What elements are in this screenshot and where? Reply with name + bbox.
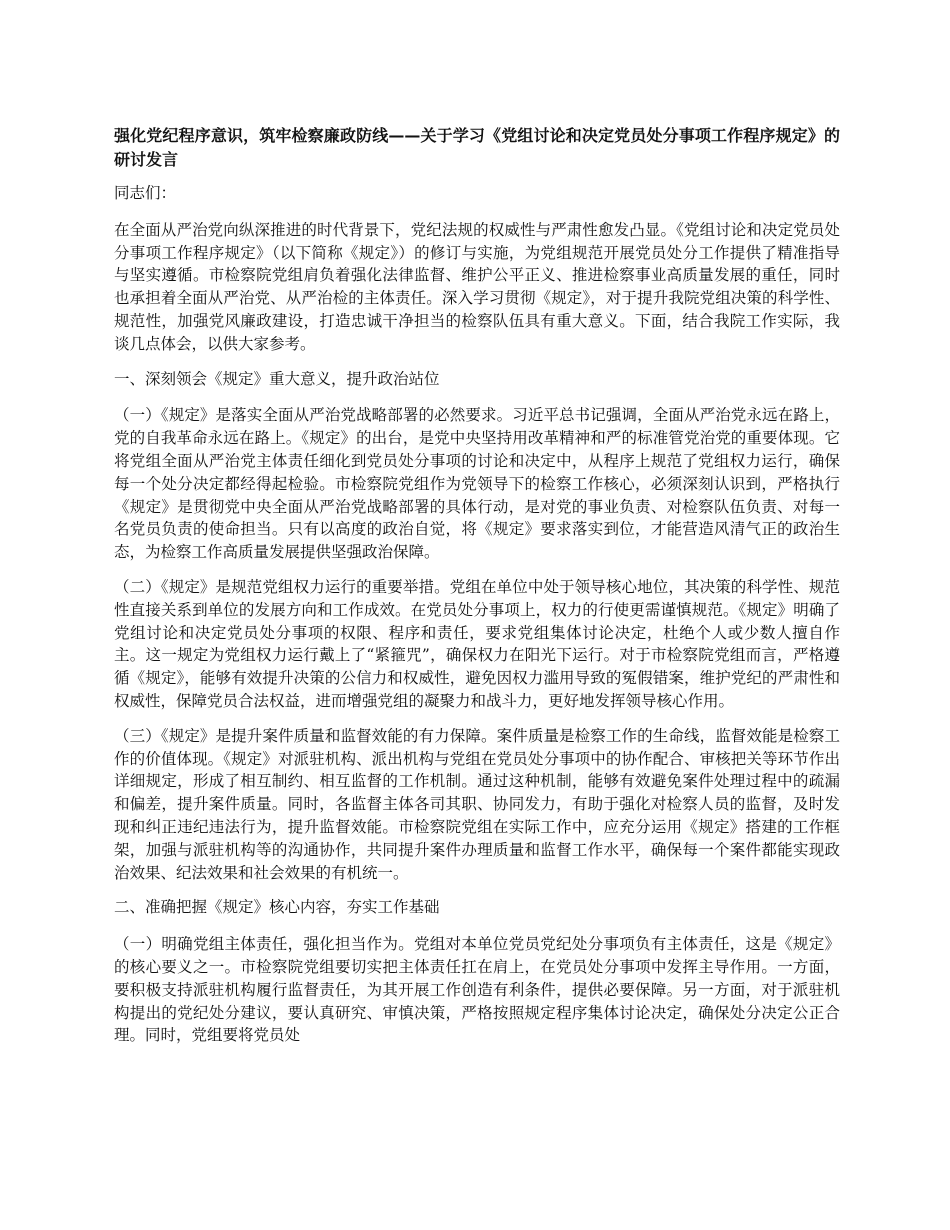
- section-1-heading: 一、深刻领会《规定》重大意义，提升政治站位: [114, 369, 440, 388]
- section-1-paragraph-2: （二）《规定》是规范党组权力运行的重要举措。党组在单位中处于领导核心地位，其决策的科学性、规范性直接关系到单位的发展方向和工作成效。在党员处分事项上，权力的行使更需谨慎规范。《规定》明确了党组讨论和决定党员处分事项的权限、程序和责任，要求党组集体讨论决定，杜绝个人或少数人擅自作主。这一规定为党组权力运行戴上了“紧箍咒”，确保权力在阳光下运行。对于市检察院党组而言，严格遵循《规定》，能够有效提升决策的公信力和权威性，避免因权力滥用导致的冤假错案，维护党纪的严肃性和权威性，保障党员合法权益，进而增强党组的凝聚力和战斗力，更好地发挥领导核心作用。: [114, 577, 840, 710]
- section-2-paragraph-1: （一）明确党组主体责任，强化担当作为。党组对本单位党员党纪处分事项负有主体责任，这是《规定》的核心要义之一。市检察院党组要切实把主体责任扛在肩上，在党员处分事项中发挥主导作用。一方面，要积极支持派驻机构履行监督责任，为其开展工作创造有利条件，提供必要保障。另一方面，对于派驻机构提出的党纪处分建议，要认真研究、审慎决策，严格按照规定程序集体讨论决定，确保处分决定公正合理。同时，党组要将党员处: [114, 935, 840, 1045]
- section-2-heading: 二、准确把握《规定》核心内容，夯实工作基础: [114, 898, 440, 917]
- document-page: [114, 124, 840, 1059]
- section-1-paragraph-3: （三）《规定》是提升案件质量和监督效能的有力保障。案件质量是检察工作的生命线，监督效能是检察工作的价值体现。《规定》对派驻机构、派出机构与党组在党员处分事项中的协作配合、审核把关等环节作出详细规定，形成了相互制约、相互监督的工作机制。通过这种机制，能够有效避免案件处理过程中的疏漏和偏差，提升案件质量。同时，各监督主体各司其职、协同发力，有助于强化对检察人员的监督，及时发现和纠正违纪违法行为，提升监督效能。市检察院党组在实际工作中，应充分运用《规定》搭建的工作框架，加强与派驻机构等的沟通协作，共同提升案件办理质量和监督工作水平，确保每一个案件都能实现政治效果、纪法效果和社会效果的有机统一。: [114, 726, 840, 882]
- document-title: 强化党纪程序意识，筑牢检察廉政防线——关于学习《党组讨论和决定党员处分事项工作程序规定》的研讨发言: [114, 126, 840, 169]
- section-1-paragraph-1: （一）《规定》是落实全面从严治党战略部署的必然要求。习近平总书记强调，全面从严治党永远在路上，党的自我革命永远在路上。《规定》的出台，是党中央坚持用改革精神和严的标准管党治党的重要体现。它将党组全面从严治党主体责任细化到党员处分事项的讨论和决定中，从程序上规范了党组权力运行，确保每一个处分决定都经得起检验。市检察院党组作为党领导下的检察工作核心，必须深刻认识到，严格执行《规定》是贯彻党中央全面从严治党战略部署的具体行动，是对党的事业负责、对检察队伍负责、对每一名党员负责的使命担当。只有以高度的政治自觉，将《规定》要求落实到位，才能营造风清气正的政治生态，为检察工作高质量发展提供坚强政治保障。: [114, 406, 840, 562]
- greeting: 同志们：: [114, 184, 177, 202]
- intro-paragraph: 在全面从严治党向纵深推进的时代背景下，党纪法规的权威性与严肃性愈发凸显。《党组讨论和决定党员处分事项工作程序规定》（以下简称《规定》）的修订与实施，为党组规范开展党员处分工作提供了精准指导与坚实遵循。市检察院党组肩负着强化法律监督、维护公平正义、推进检察事业高质量发展的重任，同时也承担着全面从严治党、从严治检的主体责任。深入学习贯彻《规定》，对于提升我院党组决策的科学性、规范性，加强党风廉政建设，打造忠诚干净担当的检察队伍具有重大意义。下面，结合我院工作实际，我谈几点体会，以供大家参考。: [114, 220, 840, 353]
